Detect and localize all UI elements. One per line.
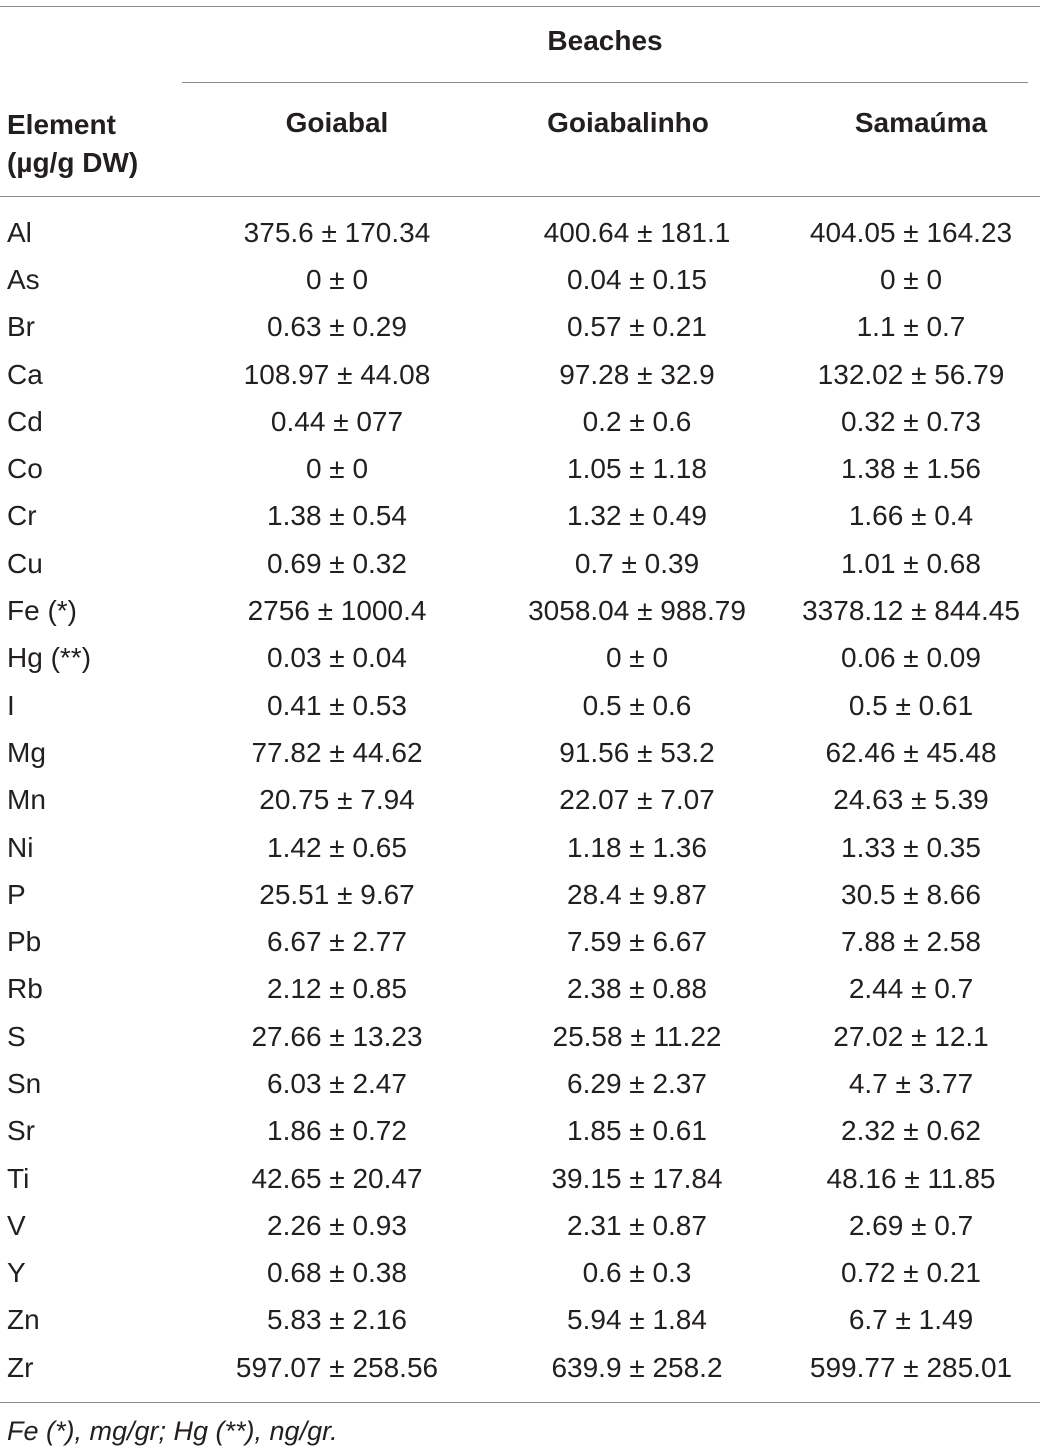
goiabalinho-value-cell: 22.07 ± 7.07 bbox=[559, 784, 715, 816]
beaches-group-header: Beaches bbox=[547, 25, 663, 56]
samauma-value-cell: 24.63 ± 5.39 bbox=[833, 784, 989, 816]
goiabal-value-cell: 2.26 ± 0.93 bbox=[267, 1209, 407, 1241]
column-header-goiabalinho: Goiabalinho bbox=[547, 107, 709, 138]
element-cell: Zn bbox=[7, 1304, 40, 1336]
samauma-value-cell: 404.05 ± 164.23 bbox=[809, 216, 1013, 248]
table-row bbox=[0, 1250, 1040, 1297]
samauma-value-cell: 2.69 ± 0.7 bbox=[848, 1209, 974, 1241]
samauma-value-cell: 2.44 ± 0.7 bbox=[848, 973, 974, 1005]
samauma-value-cell: 0.06 ± 0.09 bbox=[841, 642, 981, 674]
samauma-value-cell: 0.5 ± 0.61 bbox=[848, 689, 974, 721]
table-row bbox=[0, 587, 1040, 634]
top-rule bbox=[0, 6, 1040, 7]
table-row bbox=[0, 1202, 1040, 1249]
element-cell: Ti bbox=[7, 1162, 30, 1194]
samauma-value-cell: 1.1 ± 0.7 bbox=[856, 311, 966, 343]
element-header-label: Element bbox=[7, 109, 116, 140]
goiabalinho-value-cell: 28.4 ± 9.87 bbox=[567, 878, 707, 910]
goiabalinho-value-cell: 1.05 ± 1.18 bbox=[567, 453, 707, 485]
goiabalinho-value-cell: 0.5 ± 0.6 bbox=[582, 689, 692, 721]
goiabal-value-cell: 0.03 ± 0.04 bbox=[267, 642, 407, 674]
element-cell: Cu bbox=[7, 547, 43, 579]
goiabal-value-cell: 77.82 ± 44.62 bbox=[251, 736, 423, 768]
column-header-samauma: Samaúma bbox=[854, 107, 988, 138]
table-row bbox=[0, 729, 1040, 776]
element-cell: P bbox=[7, 878, 26, 910]
samauma-value-cell: 1.01 ± 0.68 bbox=[841, 547, 981, 579]
goiabal-value-cell: 6.67 ± 2.77 bbox=[267, 926, 407, 958]
element-header-unit: (µg/g DW) bbox=[7, 147, 139, 178]
goiabal-value-cell: 0 ± 0 bbox=[305, 453, 369, 485]
table-row bbox=[0, 918, 1040, 965]
column-header-goiabal: Goiabal bbox=[285, 107, 389, 138]
goiabal-value-cell: 2.12 ± 0.85 bbox=[267, 973, 407, 1005]
goiabal-value-cell: 597.07 ± 258.56 bbox=[235, 1351, 439, 1383]
table-row bbox=[0, 1108, 1040, 1155]
goiabalinho-value-cell: 6.29 ± 2.37 bbox=[567, 1067, 707, 1099]
table-row bbox=[0, 209, 1040, 256]
goiabal-value-cell: 0.69 ± 0.32 bbox=[267, 547, 407, 579]
element-cell: Sr bbox=[7, 1115, 35, 1147]
samauma-value-cell: 4.7 ± 3.77 bbox=[848, 1067, 974, 1099]
table-row bbox=[0, 824, 1040, 871]
goiabal-value-cell: 27.66 ± 13.23 bbox=[251, 1020, 423, 1052]
goiabal-value-cell: 1.86 ± 0.72 bbox=[267, 1115, 407, 1147]
goiabalinho-value-cell: 0.04 ± 0.15 bbox=[567, 263, 707, 295]
samauma-value-cell: 1.66 ± 0.4 bbox=[848, 500, 974, 532]
table-row bbox=[0, 304, 1040, 351]
element-column-header bbox=[7, 106, 138, 182]
goiabalinho-value-cell: 639.9 ± 258.2 bbox=[551, 1351, 723, 1383]
table-row bbox=[0, 445, 1040, 492]
goiabal-value-cell: 375.6 ± 170.34 bbox=[243, 216, 431, 248]
element-cell: Cr bbox=[7, 500, 37, 532]
element-cell: Hg (**) bbox=[7, 642, 92, 674]
samauma-value-cell: 7.88 ± 2.58 bbox=[841, 926, 981, 958]
goiabalinho-value-cell: 39.15 ± 17.84 bbox=[551, 1162, 723, 1194]
element-cell: Br bbox=[7, 311, 35, 343]
samauma-value-cell: 132.02 ± 56.79 bbox=[817, 358, 1005, 390]
goiabalinho-value-cell: 91.56 ± 53.2 bbox=[559, 736, 715, 768]
table-body bbox=[0, 209, 1040, 1391]
samauma-value-cell: 1.33 ± 0.35 bbox=[841, 831, 981, 863]
table-row bbox=[0, 398, 1040, 445]
samauma-value-cell: 1.38 ± 1.56 bbox=[841, 453, 981, 485]
goiabal-value-cell: 0.63 ± 0.29 bbox=[267, 311, 407, 343]
table-row bbox=[0, 1013, 1040, 1060]
goiabal-value-cell: 2756 ± 1000.4 bbox=[247, 595, 427, 627]
samauma-value-cell: 599.77 ± 285.01 bbox=[809, 1351, 1013, 1383]
samauma-value-cell: 30.5 ± 8.66 bbox=[841, 878, 981, 910]
samauma-value-cell: 0.32 ± 0.73 bbox=[841, 405, 981, 437]
goiabalinho-value-cell: 2.38 ± 0.88 bbox=[567, 973, 707, 1005]
goiabal-value-cell: 1.42 ± 0.65 bbox=[267, 831, 407, 863]
goiabal-value-cell: 0.44 ± 077 bbox=[270, 405, 404, 437]
goiabalinho-value-cell: 400.64 ± 181.1 bbox=[543, 216, 731, 248]
element-cell: Rb bbox=[7, 973, 43, 1005]
goiabalinho-value-cell: 7.59 ± 6.67 bbox=[567, 926, 707, 958]
header-rule bbox=[0, 196, 1040, 197]
goiabalinho-value-cell: 2.31 ± 0.87 bbox=[567, 1209, 707, 1241]
element-cell: S bbox=[7, 1020, 26, 1052]
element-cell: Co bbox=[7, 453, 43, 485]
goiabalinho-value-cell: 0 ± 0 bbox=[605, 642, 669, 674]
table-row bbox=[0, 635, 1040, 682]
element-cell: Fe (*) bbox=[7, 595, 77, 627]
samauma-value-cell: 0.72 ± 0.21 bbox=[841, 1257, 981, 1289]
goiabal-value-cell: 5.83 ± 2.16 bbox=[267, 1304, 407, 1336]
table-row bbox=[0, 1060, 1040, 1107]
goiabalinho-value-cell: 25.58 ± 11.22 bbox=[552, 1020, 722, 1052]
bottom-rule bbox=[0, 1402, 1040, 1403]
goiabalinho-value-cell: 0.57 ± 0.21 bbox=[567, 311, 707, 343]
element-cell: As bbox=[7, 263, 40, 295]
group-header-rule bbox=[182, 82, 1028, 83]
goiabal-value-cell: 20.75 ± 7.94 bbox=[259, 784, 415, 816]
table-row bbox=[0, 1344, 1040, 1391]
goiabal-value-cell: 0.41 ± 0.53 bbox=[267, 689, 407, 721]
goiabalinho-value-cell: 0.6 ± 0.3 bbox=[582, 1257, 692, 1289]
table-row bbox=[0, 540, 1040, 587]
element-cell: I bbox=[7, 689, 15, 721]
element-cell: Al bbox=[7, 216, 32, 248]
samauma-value-cell: 2.32 ± 0.62 bbox=[841, 1115, 981, 1147]
goiabalinho-value-cell: 97.28 ± 32.9 bbox=[559, 358, 715, 390]
samauma-value-cell: 62.46 ± 45.48 bbox=[825, 736, 997, 768]
goiabalinho-value-cell: 1.85 ± 0.61 bbox=[567, 1115, 707, 1147]
table-row bbox=[0, 682, 1040, 729]
goiabal-value-cell: 0 ± 0 bbox=[305, 263, 369, 295]
goiabalinho-value-cell: 1.32 ± 0.49 bbox=[567, 500, 707, 532]
goiabalinho-value-cell: 3058.04 ± 988.79 bbox=[528, 595, 746, 627]
table-footnote: Fe (*), mg/gr; Hg (**), ng/gr. bbox=[7, 1416, 338, 1446]
goiabal-value-cell: 108.97 ± 44.08 bbox=[243, 358, 431, 390]
element-cell: Pb bbox=[7, 926, 42, 958]
samauma-value-cell: 6.7 ± 1.49 bbox=[848, 1304, 974, 1336]
goiabal-value-cell: 1.38 ± 0.54 bbox=[267, 500, 407, 532]
element-cell: Zr bbox=[7, 1351, 34, 1383]
table-row bbox=[0, 351, 1040, 398]
goiabalinho-value-cell: 0.2 ± 0.6 bbox=[582, 405, 692, 437]
element-cell: Sn bbox=[7, 1067, 42, 1099]
samauma-value-cell: 48.16 ± 11.85 bbox=[826, 1162, 996, 1194]
table-row bbox=[0, 1155, 1040, 1202]
element-cell: Mg bbox=[7, 736, 46, 768]
table-row bbox=[0, 966, 1040, 1013]
samauma-value-cell: 0 ± 0 bbox=[879, 263, 943, 295]
table-row bbox=[0, 777, 1040, 824]
element-cell: V bbox=[7, 1209, 26, 1241]
goiabal-value-cell: 6.03 ± 2.47 bbox=[267, 1067, 407, 1099]
goiabalinho-value-cell: 1.18 ± 1.36 bbox=[567, 831, 707, 863]
goiabal-value-cell: 0.68 ± 0.38 bbox=[267, 1257, 407, 1289]
element-cell: Y bbox=[7, 1257, 26, 1289]
table-row bbox=[0, 871, 1040, 918]
element-cell: Cd bbox=[7, 405, 43, 437]
table-row bbox=[0, 1297, 1040, 1344]
element-concentration-table bbox=[0, 209, 1040, 1391]
element-cell: Ni bbox=[7, 831, 34, 863]
element-cell: Ca bbox=[7, 358, 43, 390]
table-row bbox=[0, 493, 1040, 540]
samauma-value-cell: 27.02 ± 12.1 bbox=[833, 1020, 989, 1052]
goiabalinho-value-cell: 5.94 ± 1.84 bbox=[567, 1304, 707, 1336]
goiabal-value-cell: 42.65 ± 20.47 bbox=[251, 1162, 423, 1194]
table-row bbox=[0, 256, 1040, 303]
samauma-value-cell: 3378.12 ± 844.45 bbox=[802, 595, 1020, 627]
goiabal-value-cell: 25.51 ± 9.67 bbox=[259, 878, 415, 910]
element-cell: Mn bbox=[7, 784, 46, 816]
goiabalinho-value-cell: 0.7 ± 0.39 bbox=[574, 547, 700, 579]
